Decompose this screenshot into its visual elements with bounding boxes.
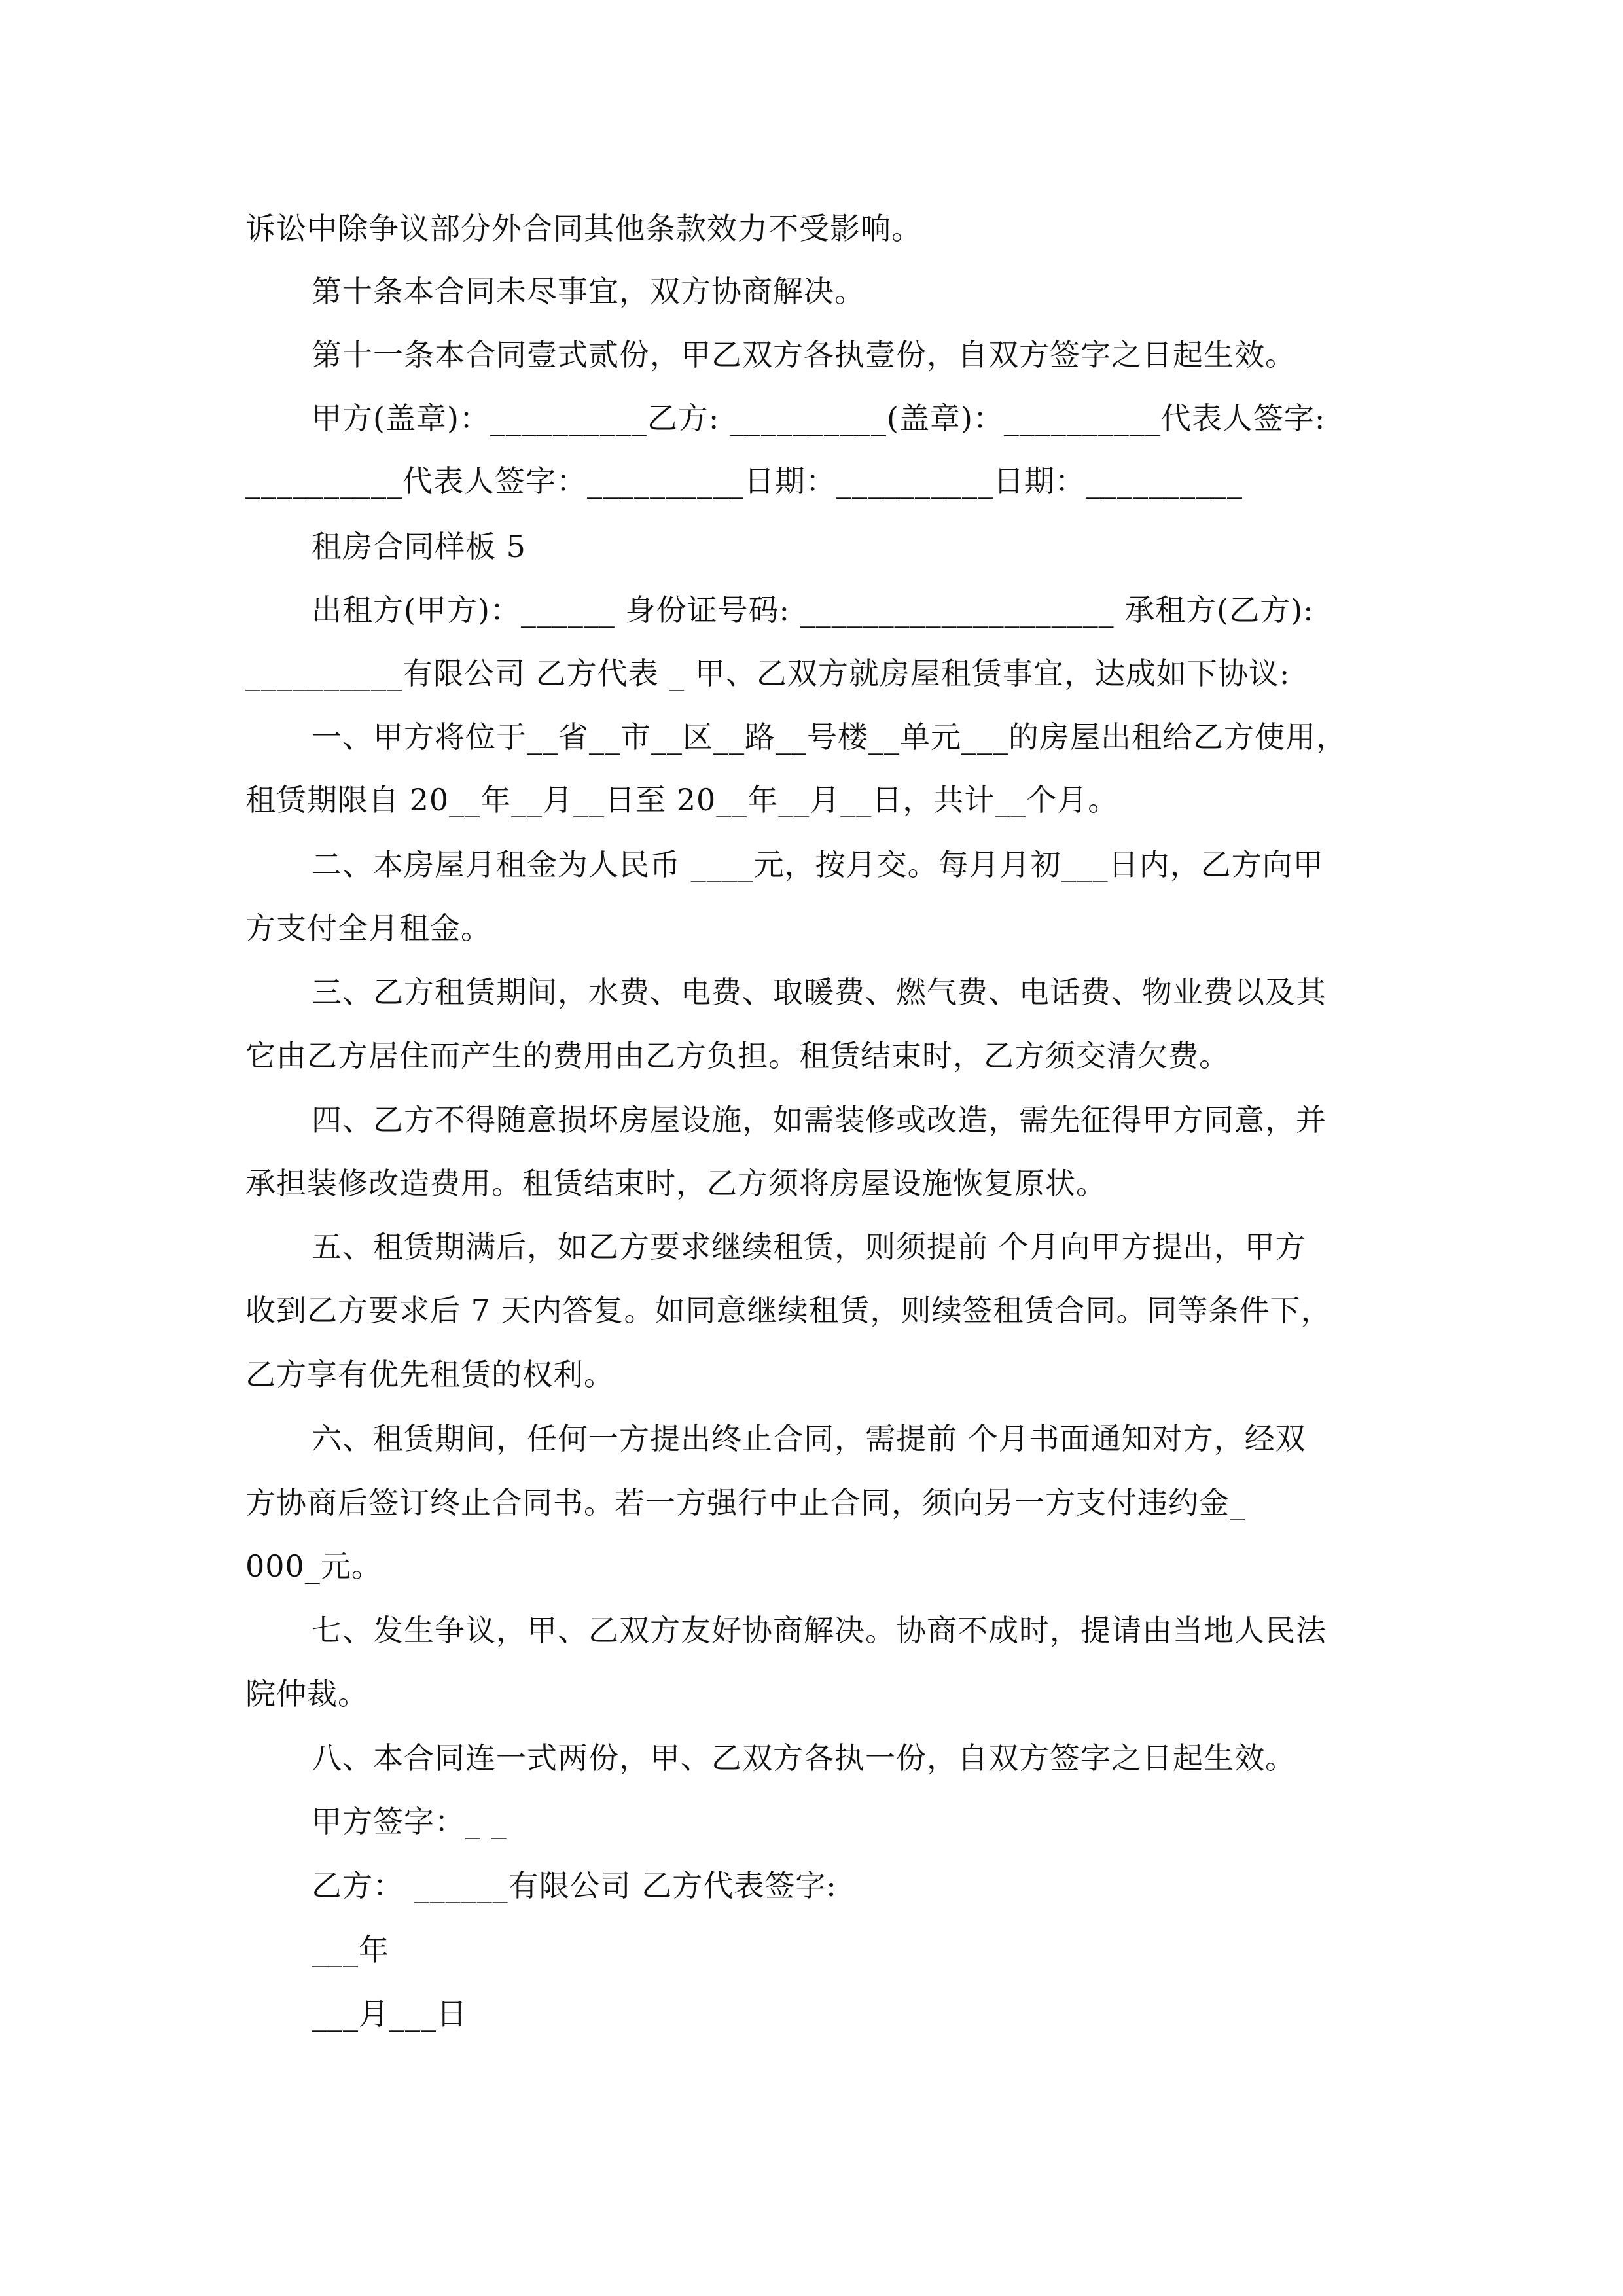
text-line: 六、租赁期间，任何一方提出终止合同，需提前 个月书面通知对方，经双 [312, 1421, 1306, 1456]
text-line: 000_元。 [245, 1549, 382, 1584]
text-line: 租赁期限自 20__年__月__日至 20__年__月__日，共计__个月。 [245, 782, 1119, 817]
text-line: 甲方签字：_ _ [312, 1804, 507, 1839]
text-line: __________有限公司 乙方代表 _ 甲、乙双方就房屋租赁事宜，达成如下协议: [245, 656, 1291, 691]
text-line: 租房合同样板 5 [312, 529, 526, 564]
text-line: ___年 [312, 1932, 389, 1967]
text-line: 出租方(甲方)：______ 身份证号码: ____________________ 承租方(乙方): [312, 592, 1314, 628]
text-line: 第十一条本合同壹式贰份，甲乙双方各执壹份，自双方签字之日起生效。 [312, 337, 1296, 372]
text-line: 乙方： ______有限公司 乙方代表签字: [312, 1868, 837, 1903]
text-line: 甲方(盖章)：__________乙方: __________(盖章)：__________代表人签字: [312, 401, 1326, 436]
text-line: 收到乙方要求后 7 天内答复。如同意继续租赁，则续签租赁合同。同等条件下， [245, 1293, 1332, 1328]
text-line: 它由乙方居住而产生的费用由乙方负担。租赁结束时，乙方须交清欠费。 [245, 1038, 1230, 1073]
text-line: 承担装修改造费用。租赁结束时，乙方须将房屋设施恢复原状。 [245, 1166, 1107, 1201]
text-line: 方支付全月租金。 [245, 910, 491, 946]
text-line: 三、乙方租赁期间，水费、电费、取暖费、燃气费、电话费、物业费以及其 [312, 975, 1327, 1010]
text-line: 八、本合同连一式两份，甲、乙双方各执一份，自双方签字之日起生效。 [312, 1740, 1296, 1776]
text-line: 院仲裁。 [245, 1676, 368, 1712]
text-line: 五、租赁期满后，如乙方要求继续租赁，则须提前 个月向甲方提出，甲方 [312, 1229, 1306, 1265]
text-line: __________代表人签字：__________日期：__________日期：__________ [245, 463, 1243, 499]
text-line: 一、甲方将位于__省__市__区__路__号楼__单元___的房屋出租给乙方使用， [312, 719, 1347, 755]
text-line: 乙方享有优先租赁的权利。 [245, 1357, 615, 1392]
text-line: ___月___日 [312, 1996, 467, 2032]
text-line: 方协商后签订终止合同书。若一方强行中止合同，须向另一方支付违约金_ [245, 1485, 1245, 1520]
text-line: 二、本房屋月租金为人民币 ____元，按月交。每月月初___日内，乙方向甲 [312, 847, 1324, 882]
text-line: 诉讼中除争议部分外合同其他条款效力不受影响。 [245, 211, 922, 246]
text-line: 四、乙方不得随意损坏房屋设施，如需装修或改造，需先征得甲方同意，并 [312, 1102, 1327, 1138]
text-line: 七、发生争议，甲、乙双方友好协商解决。协商不成时，提请由当地人民法 [312, 1613, 1327, 1648]
text-line: 第十条本合同未尽事宜，双方协商解决。 [312, 274, 865, 309]
